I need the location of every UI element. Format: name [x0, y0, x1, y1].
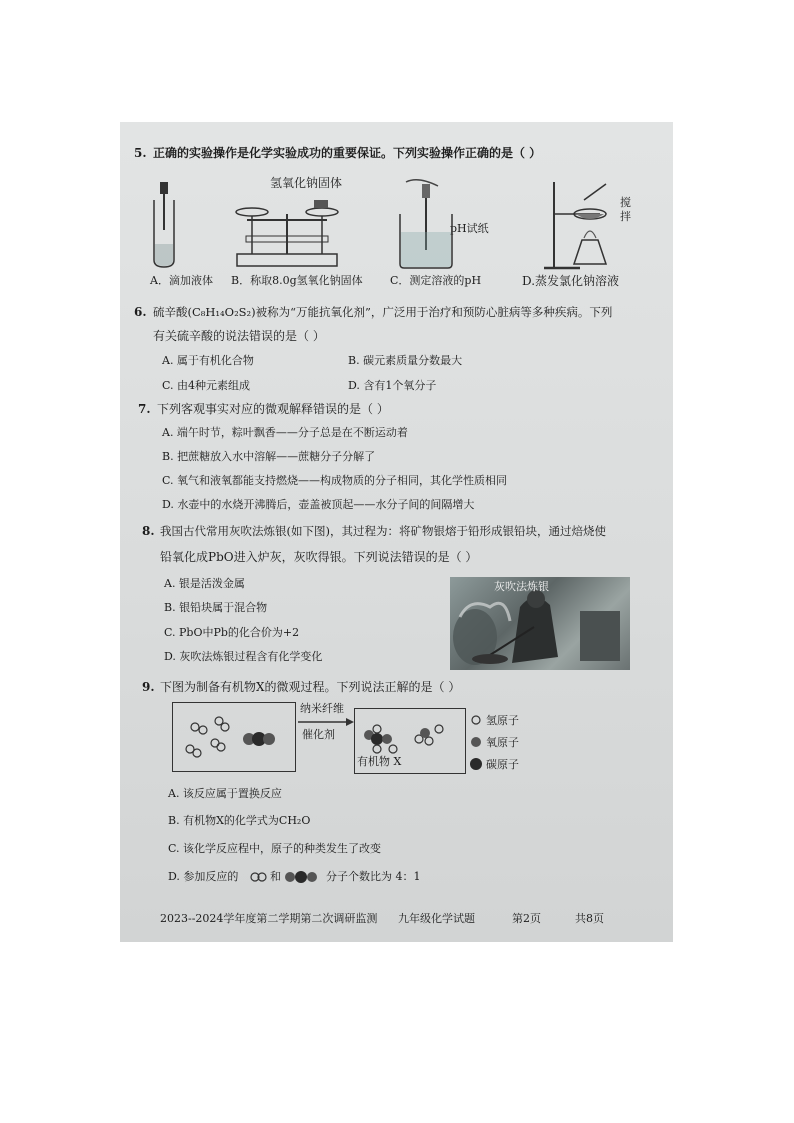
footer-subject: 九年级化学试题: [398, 912, 475, 925]
q8-option-a: A. 银是活泼金属: [164, 577, 245, 590]
q6-number: 6.: [134, 305, 147, 319]
q5-ph-test-diagram: [398, 180, 458, 270]
footer-page: 第2页: [512, 912, 541, 925]
q6-option-d: D. 含有1个氧分子: [348, 379, 437, 392]
legend-symbols: [468, 714, 484, 774]
q8-stem-line1: 我国古代常用灰吹法炼银(如下图)，其过程为：将矿物银熔于铅形成银铅块，通过焙烧使: [160, 524, 606, 538]
q6-stem-line2: 有关硫辛酸的说法错误的是（ ）: [153, 329, 325, 343]
footer-total: 共8页: [575, 912, 604, 925]
q7-option-b: B. 把蔗糖放入水中溶解——蔗糖分子分解了: [162, 450, 376, 463]
carbon-dioxide-molecule-icon: [283, 871, 321, 883]
q6-option-b: B. 碳元素质量分数最大: [348, 354, 463, 367]
q5-number: 5.: [134, 146, 147, 160]
exam-paper: [120, 122, 673, 942]
legend-hydrogen: 氢原子: [486, 714, 519, 727]
catalyst-label-line1: 纳米纤维: [300, 702, 344, 715]
q8-stem-line2: 铅氧化成PbO进入炉灰，灰吹得银。下列说法错误的是（ ）: [160, 550, 478, 564]
q7-option-d: D. 水壶中的水烧开沸腾后，壶盖被顶起——水分子间的间隔增大: [162, 498, 475, 511]
q6-stem-line1: 硫辛酸(C₈H₁₄O₂S₂)被称为“万能抗氧化剂”，广泛用于治疗和预防心脏病等多种疾病。下列: [153, 305, 613, 319]
q9-option-d-and: 和: [270, 870, 281, 883]
reaction-arrow: [298, 718, 354, 726]
q5-ph-label: pH试纸: [450, 222, 489, 235]
q6-option-a: A. 属于有机化合物: [162, 354, 254, 367]
q5-option-b: B．称取8.0g氢氧化钠固体: [231, 274, 363, 287]
q5-option-d: D.蒸发氯化钠溶液: [522, 274, 620, 288]
q8-number: 8.: [142, 524, 155, 538]
q9-option-d-suffix: 分子个数比为 4：1: [326, 870, 421, 883]
q7-number: 7.: [138, 402, 151, 416]
q9-option-c: C. 该化学反应程中，原子的种类发生了改变: [168, 842, 382, 855]
legend-carbon: 碳原子: [486, 758, 519, 771]
q5-stir-label: 搅拌: [620, 196, 631, 223]
products-box: [354, 708, 466, 774]
footer-exam: 2023--2024学年度第二学期第二次调研监测: [160, 912, 378, 925]
q9-option-a: A. 该反应属于置换反应: [168, 787, 282, 800]
q5-option-c: C．测定溶液的pH: [390, 274, 482, 287]
q7-option-c: C. 氧气和液氧都能支持燃烧——构成物质的分子相同，其化学性质相同: [162, 474, 508, 487]
q8-option-c: C. PbO中Pb的化合价为+2: [164, 626, 300, 639]
product-x-label: 有机物 X: [357, 755, 402, 768]
reactants-box: [172, 702, 296, 772]
q5-option-a: A．滴加液体: [150, 274, 213, 287]
photo-caption: 灰吹法炼银: [494, 580, 549, 593]
q8-option-b: B. 银铅块属于混合物: [164, 601, 268, 614]
q5-evaporation-diagram: [540, 180, 620, 272]
q9-number: 9.: [142, 680, 155, 694]
catalyst-label-line2: 催化剂: [302, 728, 335, 741]
q8-option-d: D. 灰吹法炼银过程含有化学变化: [164, 650, 323, 663]
q5-naoh-label: 氢氧化钠固体: [270, 176, 343, 190]
q7-option-a: A. 端午时节，粽叶飘香——分子总是在不断运动着: [162, 426, 408, 439]
q7-stem: 下列客观事实对应的微观解释错误的是（ ）: [157, 402, 389, 416]
q5-dropper-diagram: [150, 182, 180, 267]
legend-oxygen: 氧原子: [486, 736, 519, 749]
q9-option-b: B. 有机物X的化学式为CH₂O: [168, 814, 311, 827]
hydrogen-molecule-icon: [250, 872, 268, 882]
q9-option-d-prefix: D. 参加反应的: [168, 870, 239, 883]
q6-option-c: C. 由4种元素组成: [162, 379, 251, 392]
silver-refining-photo: [450, 577, 630, 670]
q9-stem: 下图为制备有机物X的微观过程。下列说法正解的是（ ）: [160, 680, 461, 694]
q5-balance-diagram: [232, 196, 342, 268]
q5-stem: 正确的实验操作是化学实验成功的重要保证。下列实验操作正确的是（ ）: [153, 146, 542, 160]
